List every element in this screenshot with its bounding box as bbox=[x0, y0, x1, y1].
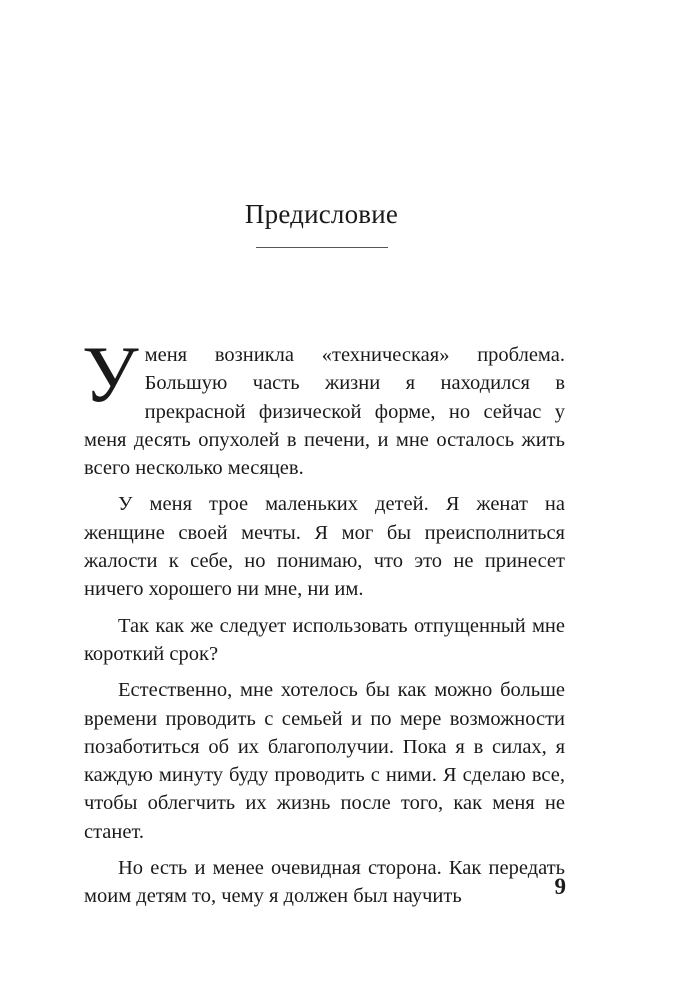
chapter-title: Предисловие bbox=[244, 199, 399, 229]
body-text bbox=[82, 331, 565, 919]
paragraph-1 bbox=[82, 331, 565, 482]
drop-cap: У bbox=[82, 331, 139, 419]
paragraph-3: Так как же следует использовать отпущенный мне короткий срок? bbox=[84, 614, 565, 665]
page-number: 9 bbox=[554, 874, 566, 899]
paragraph-4: Естественно, мне хотелось бы как можно больше времени проводить с семьей и по мере возможности позаботиться об их благополучии. Пока я в силах, я каждую минуту буду проводить с ними. Я сделаю все, чтобы облегчить их жизнь после того, как меня не станет. bbox=[84, 679, 565, 843]
title-divider bbox=[256, 247, 388, 248]
paragraph-5: Но есть и менее очевидная сторона. Как передать моим детям то, чему я должен был научить bbox=[84, 857, 565, 908]
paragraph-1-text: меня возникла «техническая» проблема. Большую часть жизни я находился в прекрасной физической форме, но сейчас у меня десять опухолей в печени, и мне осталось жить всего несколько месяцев. bbox=[84, 344, 565, 480]
paragraph-2: У меня трое маленьких детей. Я женат на женщине своей мечты. Я мог бы преисполниться жалости к себе, но понимаю, что это не принесет ничего хорошего ни мне, ни им. bbox=[84, 493, 565, 601]
